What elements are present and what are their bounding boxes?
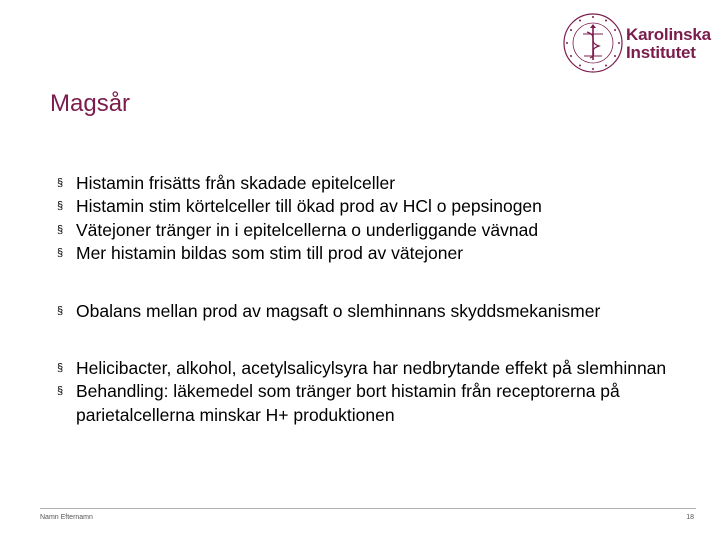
bullet-item	[58, 242, 678, 265]
bullet-text: Histamin frisätts från skadade epitelceller	[76, 173, 396, 193]
footer-author: Namn Efternamn	[40, 514, 93, 521]
bullet-item	[58, 300, 678, 323]
bullet-marker: §	[57, 304, 64, 317]
bullet-text: Behandling: läkemedel som tränger bort histamin från receptorerna på parietalcellerna minskar H+ produktionen	[76, 381, 620, 425]
bullet-group-2	[58, 300, 678, 323]
logo-name-line2: Institutet	[626, 43, 696, 62]
bullet-marker: §	[57, 385, 64, 398]
bullet-marker: §	[57, 177, 64, 189]
logo-name-line1: Karolinska	[626, 25, 711, 44]
bullet-text: Vätejoner tränger in i epitelcellerna o underliggande vävnad	[76, 219, 539, 240]
bullet-group-1	[58, 172, 678, 266]
bullet-item	[58, 380, 678, 427]
logo-wordmark	[626, 26, 711, 62]
footer-divider	[40, 508, 696, 509]
bullet-item	[58, 219, 678, 242]
bullet-item	[58, 172, 678, 195]
slide-title: Magsår	[50, 90, 131, 117]
bullet-list	[58, 172, 678, 461]
bullet-text: Histamin stim körtelceller till ökad prod av HCl o pepsinogen	[76, 196, 542, 217]
bullet-item	[58, 357, 678, 380]
bullet-item	[58, 195, 678, 218]
bullet-text: Mer histamin bildas som stim till prod av vätejoner	[76, 243, 464, 264]
seal-icon	[562, 12, 624, 74]
bullet-marker: §	[57, 200, 64, 213]
karolinska-logo	[560, 10, 720, 80]
bullet-marker: §	[57, 362, 64, 375]
bullet-group-3	[58, 357, 678, 427]
bullet-text: Helicibacter, alkohol, acetylsalicylsyra har nedbrytande effekt på slemhinnan	[76, 358, 667, 379]
bullet-marker: §	[57, 247, 64, 260]
page-number: 18	[686, 514, 694, 521]
bullet-marker: §	[57, 223, 64, 236]
bullet-text: Obalans mellan prod av magsaft o slemhinnans skyddsmekanismer	[76, 300, 601, 321]
